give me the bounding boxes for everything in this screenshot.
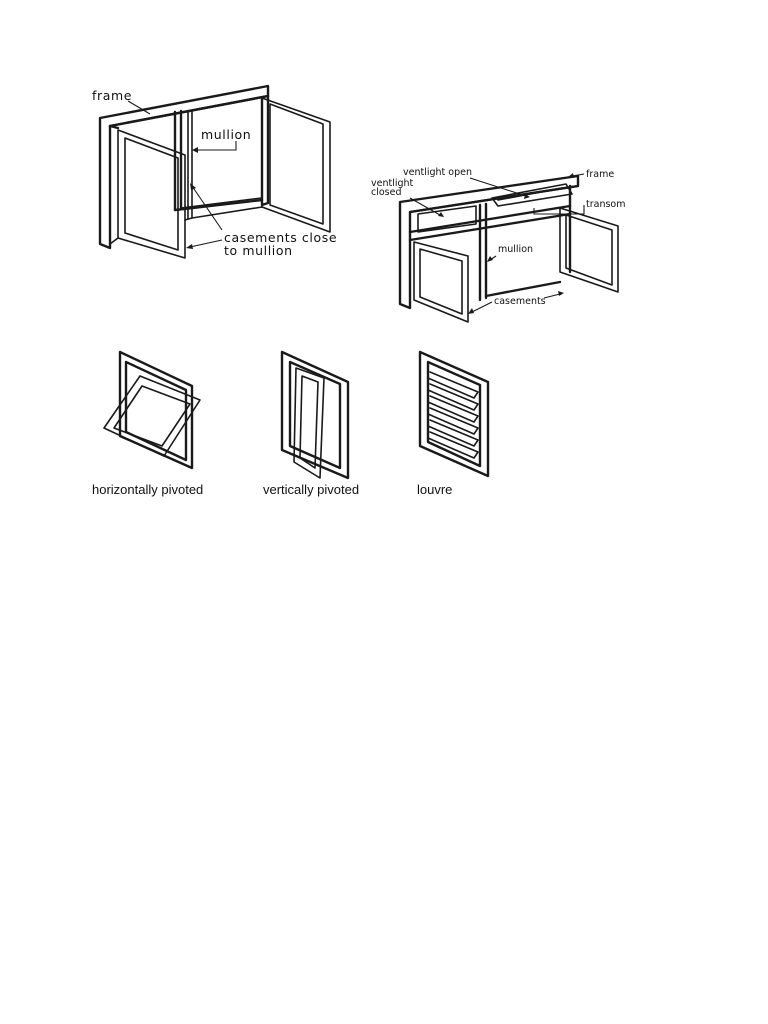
horizontally-pivoted-window-icon	[104, 352, 200, 468]
ventlight-left-casement	[414, 242, 468, 322]
frame-label-b: frame	[586, 169, 615, 180]
ventlight-right-casement	[560, 208, 618, 292]
vertically-pivoted-caption: vertically pivoted	[263, 482, 360, 497]
mullion-post	[185, 111, 192, 220]
casements-label-line-2: to mullion	[224, 243, 293, 258]
vertically-pivoted-window-icon	[282, 352, 348, 478]
ventlight-closed-label-line-2: closed	[371, 187, 402, 198]
horizontally-pivoted-caption: horizontally pivoted	[92, 482, 204, 497]
frame-label: frame	[92, 88, 133, 103]
mullion-b-label-group	[487, 244, 533, 262]
ventlight-closed-label-line-1: ventlight	[371, 178, 414, 189]
right-casement	[262, 98, 330, 232]
casement-window-figure	[92, 86, 337, 258]
louvre-caption: louvre	[417, 482, 453, 497]
transom-label-group	[534, 199, 626, 214]
ventlight-outer-frame	[400, 176, 578, 308]
left-casement	[110, 130, 185, 258]
frame-b-label-group	[568, 169, 614, 180]
mullion-label-group	[192, 127, 251, 153]
casements-label-b: casements	[494, 296, 546, 307]
mullion-label: mullion	[201, 127, 252, 142]
ventlight-window-figure	[371, 167, 626, 322]
casements-label-line-1: casements close	[224, 230, 338, 245]
ventlight-open-label: ventlight open	[403, 167, 472, 178]
transom-label: transom	[586, 199, 626, 210]
mullion-label-b: mullion	[498, 244, 534, 255]
louvre-window-icon	[420, 352, 488, 476]
casements-b-label-group	[468, 291, 564, 314]
